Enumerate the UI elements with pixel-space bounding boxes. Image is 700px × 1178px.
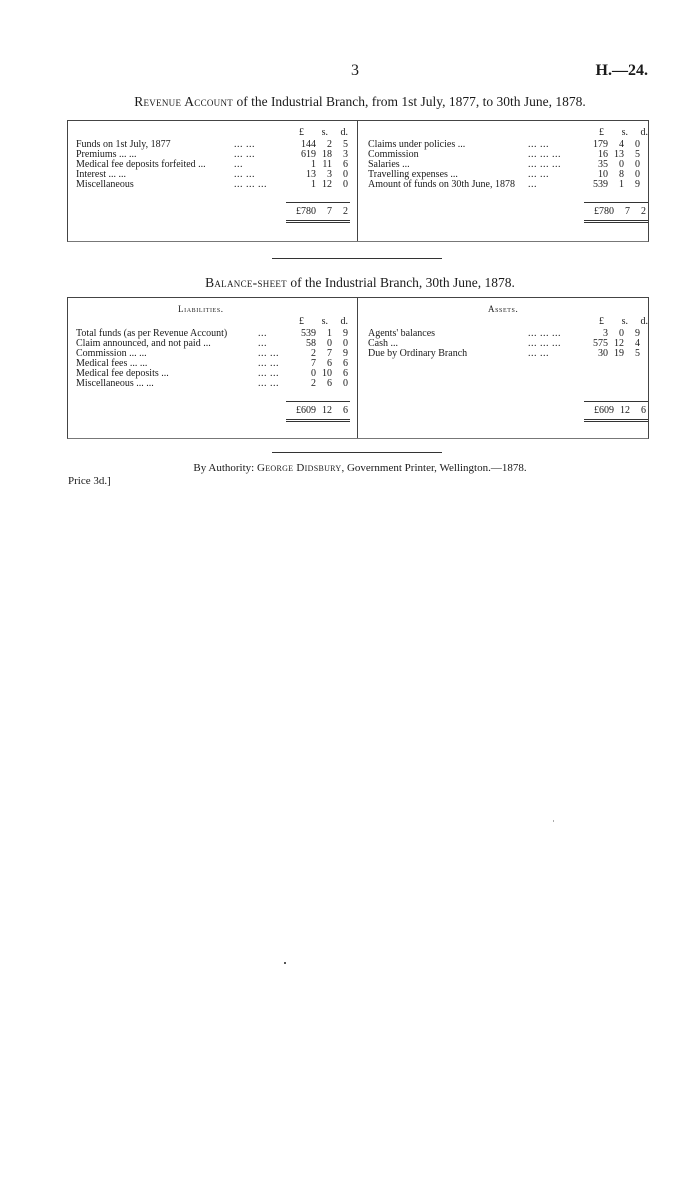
pence-value: 5: [343, 139, 348, 150]
print-speck: [284, 962, 286, 964]
shillings-value: 0: [619, 328, 624, 339]
pence-value: 5: [635, 348, 640, 359]
pence-header: d.: [340, 316, 348, 327]
total-pounds: £780: [296, 206, 316, 217]
ledger-row: [76, 179, 348, 190]
total-pounds: £609: [296, 405, 316, 416]
pounds-value: 179: [593, 139, 608, 150]
total-shillings: 12: [620, 405, 630, 416]
pounds-value: 539: [593, 179, 608, 190]
row-label: Agents' balances: [368, 328, 436, 339]
pounds-value: 2: [311, 378, 316, 389]
pounds-value: 7: [311, 358, 316, 369]
shillings-value: 11: [322, 159, 332, 170]
shillings-value: 19: [614, 348, 624, 359]
liabilities-heading: Liabilities.: [178, 304, 224, 314]
pence-header: d.: [640, 316, 648, 327]
ledger-row: [76, 378, 348, 389]
pounds-value: 3: [603, 328, 608, 339]
revenue-account-title: [60, 94, 660, 110]
pounds-header: £: [299, 316, 304, 327]
shillings-value: 8: [619, 169, 624, 180]
row-label: Miscellaneous ... ...: [76, 378, 154, 389]
ledger-row: [368, 348, 640, 359]
row-label: Due by Ordinary Branch: [368, 348, 468, 359]
print-speck: [553, 820, 554, 822]
pence-header: d.: [340, 127, 348, 138]
leader-dots: ... ... ...: [528, 338, 561, 349]
pence-value: 0: [635, 159, 640, 170]
row-label: Interest ... ...: [76, 169, 126, 180]
assets-total: [584, 405, 648, 416]
leader-dots: ... ...: [528, 348, 549, 359]
row-label: Medical fee deposits ...: [76, 368, 169, 379]
shillings-value: 3: [327, 169, 332, 180]
row-label: Miscellaneous: [76, 179, 134, 190]
balance-title-smallcaps: Balance-sheet: [205, 275, 287, 290]
pounds-value: 2: [311, 348, 316, 359]
total-pence: 2: [343, 206, 348, 217]
pounds-header: £: [599, 316, 604, 327]
total-shillings: 12: [322, 405, 332, 416]
page-number: 3: [351, 62, 359, 79]
footer-separator: [272, 452, 442, 453]
shillings-value: 2: [327, 139, 332, 150]
row-label: Commission: [368, 149, 419, 160]
pounds-value: 58: [306, 338, 316, 349]
balance-sheet-table: [67, 297, 649, 439]
shillings-value: 1: [327, 328, 332, 339]
pence-value: 3: [343, 149, 348, 160]
total-rule: [584, 401, 648, 402]
pence-value: 0: [635, 139, 640, 150]
shillings-header: s.: [621, 127, 628, 138]
document-reference: H.—24.: [595, 62, 648, 79]
row-label: Claims under policies ...: [368, 139, 466, 150]
pounds-value: 16: [598, 149, 608, 160]
shillings-header: s.: [621, 316, 628, 327]
total-shillings: 7: [625, 206, 630, 217]
price-note: Price 3d.]: [68, 475, 111, 487]
pounds-value: 619: [301, 149, 316, 160]
total-double-rule: [286, 220, 350, 223]
pounds-header: £: [599, 127, 604, 138]
row-label: Salaries ...: [368, 159, 410, 170]
leader-dots: ... ...: [234, 169, 255, 180]
leader-dots: ... ...: [528, 139, 549, 150]
shillings-value: 4: [619, 139, 624, 150]
leader-dots: ... ...: [258, 348, 279, 359]
revenue-account-table: [67, 120, 649, 242]
revenue-payments-total: [584, 206, 648, 217]
leader-dots: ... ... ...: [528, 159, 561, 170]
row-label: Cash ...: [368, 338, 398, 349]
pence-value: 6: [343, 159, 348, 170]
pence-value: 0: [343, 338, 348, 349]
ledger-row: [368, 179, 640, 190]
shillings-value: 13: [614, 149, 624, 160]
pounds-value: 30: [598, 348, 608, 359]
pence-value: 0: [343, 378, 348, 389]
leader-dots: ...: [528, 179, 537, 190]
pence-value: 6: [343, 368, 348, 379]
authority-prefix: By Authority:: [193, 462, 257, 474]
row-label: Amount of funds on 30th June, 1878: [368, 179, 515, 190]
shillings-header: s.: [321, 316, 328, 327]
shillings-value: 12: [614, 338, 624, 349]
pence-value: 0: [343, 169, 348, 180]
pounds-value: 35: [598, 159, 608, 170]
leader-dots: ... ...: [234, 149, 255, 160]
pounds-value: 1: [311, 179, 316, 190]
shillings-value: 1: [619, 179, 624, 190]
revenue-receipts-total: [286, 206, 350, 217]
leader-dots: ...: [234, 159, 243, 170]
pounds-value: 539: [301, 328, 316, 339]
pounds-value: 0: [311, 368, 316, 379]
total-double-rule: [584, 419, 648, 422]
balance-title-text: of the Industrial Branch, 30th June, 1878.: [286, 275, 515, 290]
total-shillings: 7: [327, 206, 332, 217]
leader-dots: ... ...: [258, 358, 279, 369]
row-label: Medical fees ... ...: [76, 358, 148, 369]
pounds-value: 1: [311, 159, 316, 170]
row-label: Total funds (as per Revenue Account): [76, 328, 228, 339]
column-divider: [357, 298, 358, 438]
column-divider: [357, 121, 358, 241]
printer-name: George Didsbury: [256, 462, 342, 474]
row-label: Funds on 1st July, 1877: [76, 139, 171, 150]
row-label: Premiums ... ...: [76, 149, 137, 160]
leader-dots: ... ... ...: [234, 179, 267, 190]
total-pence: 6: [641, 405, 646, 416]
total-pounds: £609: [594, 405, 614, 416]
pence-value: 5: [635, 149, 640, 160]
pounds-value: 575: [593, 338, 608, 349]
shillings-header: s.: [321, 127, 328, 138]
total-rule: [584, 202, 648, 203]
pence-header: d.: [640, 127, 648, 138]
pence-value: 9: [343, 328, 348, 339]
shillings-value: 0: [327, 338, 332, 349]
shillings-value: 18: [322, 149, 332, 160]
pounds-value: 13: [306, 169, 316, 180]
pence-value: 0: [343, 179, 348, 190]
total-rule: [286, 401, 350, 402]
pence-value: 9: [635, 328, 640, 339]
pence-value: 9: [343, 348, 348, 359]
row-label: Medical fee deposits forfeited ...: [76, 159, 206, 170]
pence-value: 0: [635, 169, 640, 180]
total-pence: 2: [641, 206, 646, 217]
revenue-title-text: of the Industrial Branch, from 1st July, 1877, to 30th June, 1878.: [233, 94, 586, 109]
leader-dots: ...: [258, 328, 267, 339]
section-separator: [272, 258, 442, 259]
total-double-rule: [584, 220, 648, 223]
shillings-value: 12: [322, 179, 332, 190]
pounds-value: 144: [301, 139, 316, 150]
authority-suffix: , Government Printer, Wellington.—1878.: [341, 462, 527, 474]
row-label: Travelling expenses ...: [368, 169, 458, 180]
shillings-value: 6: [327, 358, 332, 369]
liabilities-total: [286, 405, 350, 416]
shillings-value: 6: [327, 378, 332, 389]
row-label: Claim announced, and not paid ...: [76, 338, 211, 349]
leader-dots: ... ... ...: [528, 149, 561, 160]
pounds-header: £: [299, 127, 304, 138]
assets-heading: Assets.: [488, 304, 519, 314]
pence-value: 6: [343, 358, 348, 369]
leader-dots: ... ...: [528, 169, 549, 180]
shillings-value: 0: [619, 159, 624, 170]
total-pounds: £780: [594, 206, 614, 217]
leader-dots: ...: [258, 338, 267, 349]
balance-sheet-title: [60, 275, 660, 291]
leader-dots: ... ...: [234, 139, 255, 150]
pounds-value: 10: [598, 169, 608, 180]
pence-value: 4: [635, 338, 640, 349]
row-label: Commission ... ...: [76, 348, 147, 359]
leader-dots: ... ... ...: [528, 328, 561, 339]
pence-value: 9: [635, 179, 640, 190]
leader-dots: ... ...: [258, 378, 279, 389]
shillings-value: 7: [327, 348, 332, 359]
revenue-title-smallcaps: Revenue Account: [134, 94, 234, 109]
total-pence: 6: [343, 405, 348, 416]
total-rule: [286, 202, 350, 203]
total-double-rule: [286, 419, 350, 422]
leader-dots: ... ...: [258, 368, 279, 379]
printer-authority-line: [80, 462, 640, 474]
shillings-value: 10: [322, 368, 332, 379]
